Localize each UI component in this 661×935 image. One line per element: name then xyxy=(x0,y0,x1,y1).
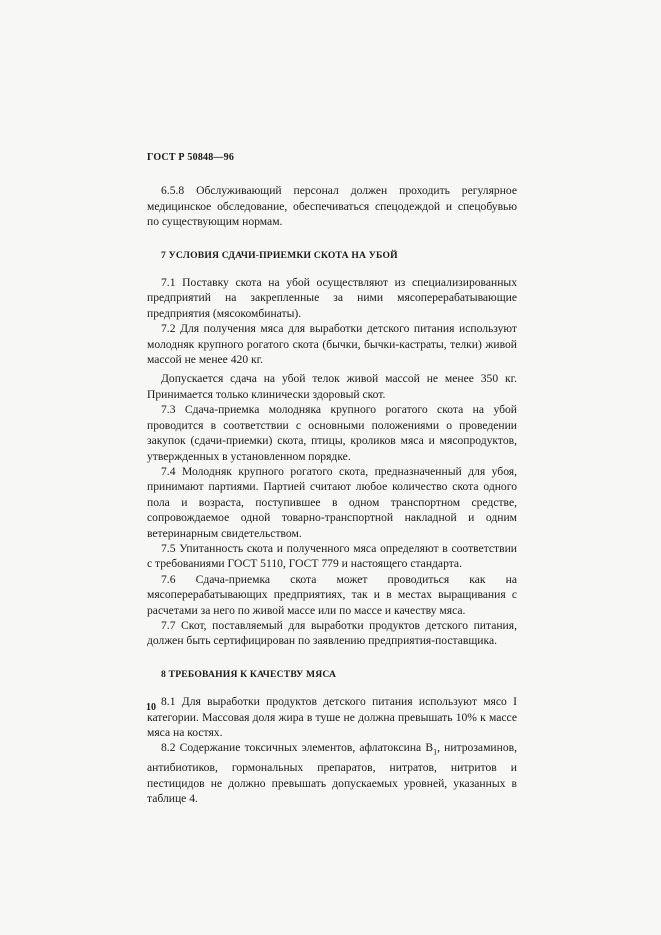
paragraph-7-2: 7.2 Для получения мяса для выработки детского питания используют молодняк крупного рогатого скота (бычки, бычки-кастраты, телки) живой массой не менее 420 кг. xyxy=(147,322,517,367)
paragraph-8-2-end: , нитрозаминов, антибиотиков, гормональных препаратов, нитратов, нитритов и пестицидов не должно превышать допускаемых уровней, указанных в таблице 4. xyxy=(147,741,517,805)
paragraph-8-2 xyxy=(147,740,517,806)
paragraph-7-5: 7.5 Упитанность скота и полученного мяса определяют в соответствии с требованиями ГОСТ 5110, ГОСТ 779 и настоящего стандарта. xyxy=(147,541,517,571)
section-8-title: 8 ТРЕБОВАНИЯ К КАЧЕСТВУ МЯСА xyxy=(161,668,337,680)
paragraph-6-5-8: 6.5.8 Обслуживающий персонал должен проходить регулярное медицинское обследование, обеспечиваться спецодеждой и спецобувью по существующим нормам. xyxy=(147,184,517,229)
section-7-title: 7 УСЛОВИЯ СДАЧИ-ПРИЕМКИ СКОТА НА УБОЙ xyxy=(161,249,398,261)
paragraph-7-4: 7.4 Молодняк крупного рогатого скота, предназначенный для убоя, принимают партиями. Партией считают любое количество скота одного пола и возраста, поступившее в одном транспортном средстве, сопровождаемое одной товарно-транспортной накладной и одним ветеринарным свидетельством. xyxy=(147,464,517,540)
document-page xyxy=(147,150,517,806)
paragraph-8-2-subscript: 1 xyxy=(433,747,438,757)
paragraph-7-7: 7.7 Скот, поставляемый для выработки продуктов детского питания, должен быть сертифицирован по заявлению предприятия-поставщика. xyxy=(147,618,517,648)
paragraph-7-2-b: Допускается сдача на убой телок живой массой не менее 350 кг. Принимается только клинически здоровый скот. xyxy=(147,372,517,401)
paragraph-7-1: 7.1 Поставку скота на убой осуществляют из специализированных предприятий на закрепленные за ними мясоперерабатывающие предприятия (мясокомбинаты). xyxy=(147,276,517,320)
paragraph-7-6: 7.6 Сдача-приемка скота может проводиться как на мясоперерабатывающих предприятиях, так и в местах выращивания с расчетами за него по живой массе или по массе и качеству мяса. xyxy=(147,572,517,617)
document-header: ГОСТ Р 50848—96 xyxy=(147,152,235,163)
paragraph-7-3: 7.3 Сдача-приемка молодняка крупного рогатого скота на убой проводится в соответствии с основными положениями о проведении закупок (сдачи-приемки) скота, птицы, кроликов мяса и мясопродуктов, утвержденных в установленном порядке. xyxy=(147,403,517,463)
paragraph-8-2-start: 8.2 Содержание токсичных элементов, афлатоксина B xyxy=(161,741,434,755)
paragraph-8-1: 8.1 Для выработки продуктов детского питания используют мясо I категории. Массовая доля жира в туше не должна превышать 10% к массе мяса на костях. xyxy=(147,695,517,739)
page-number: 10 xyxy=(146,702,156,713)
